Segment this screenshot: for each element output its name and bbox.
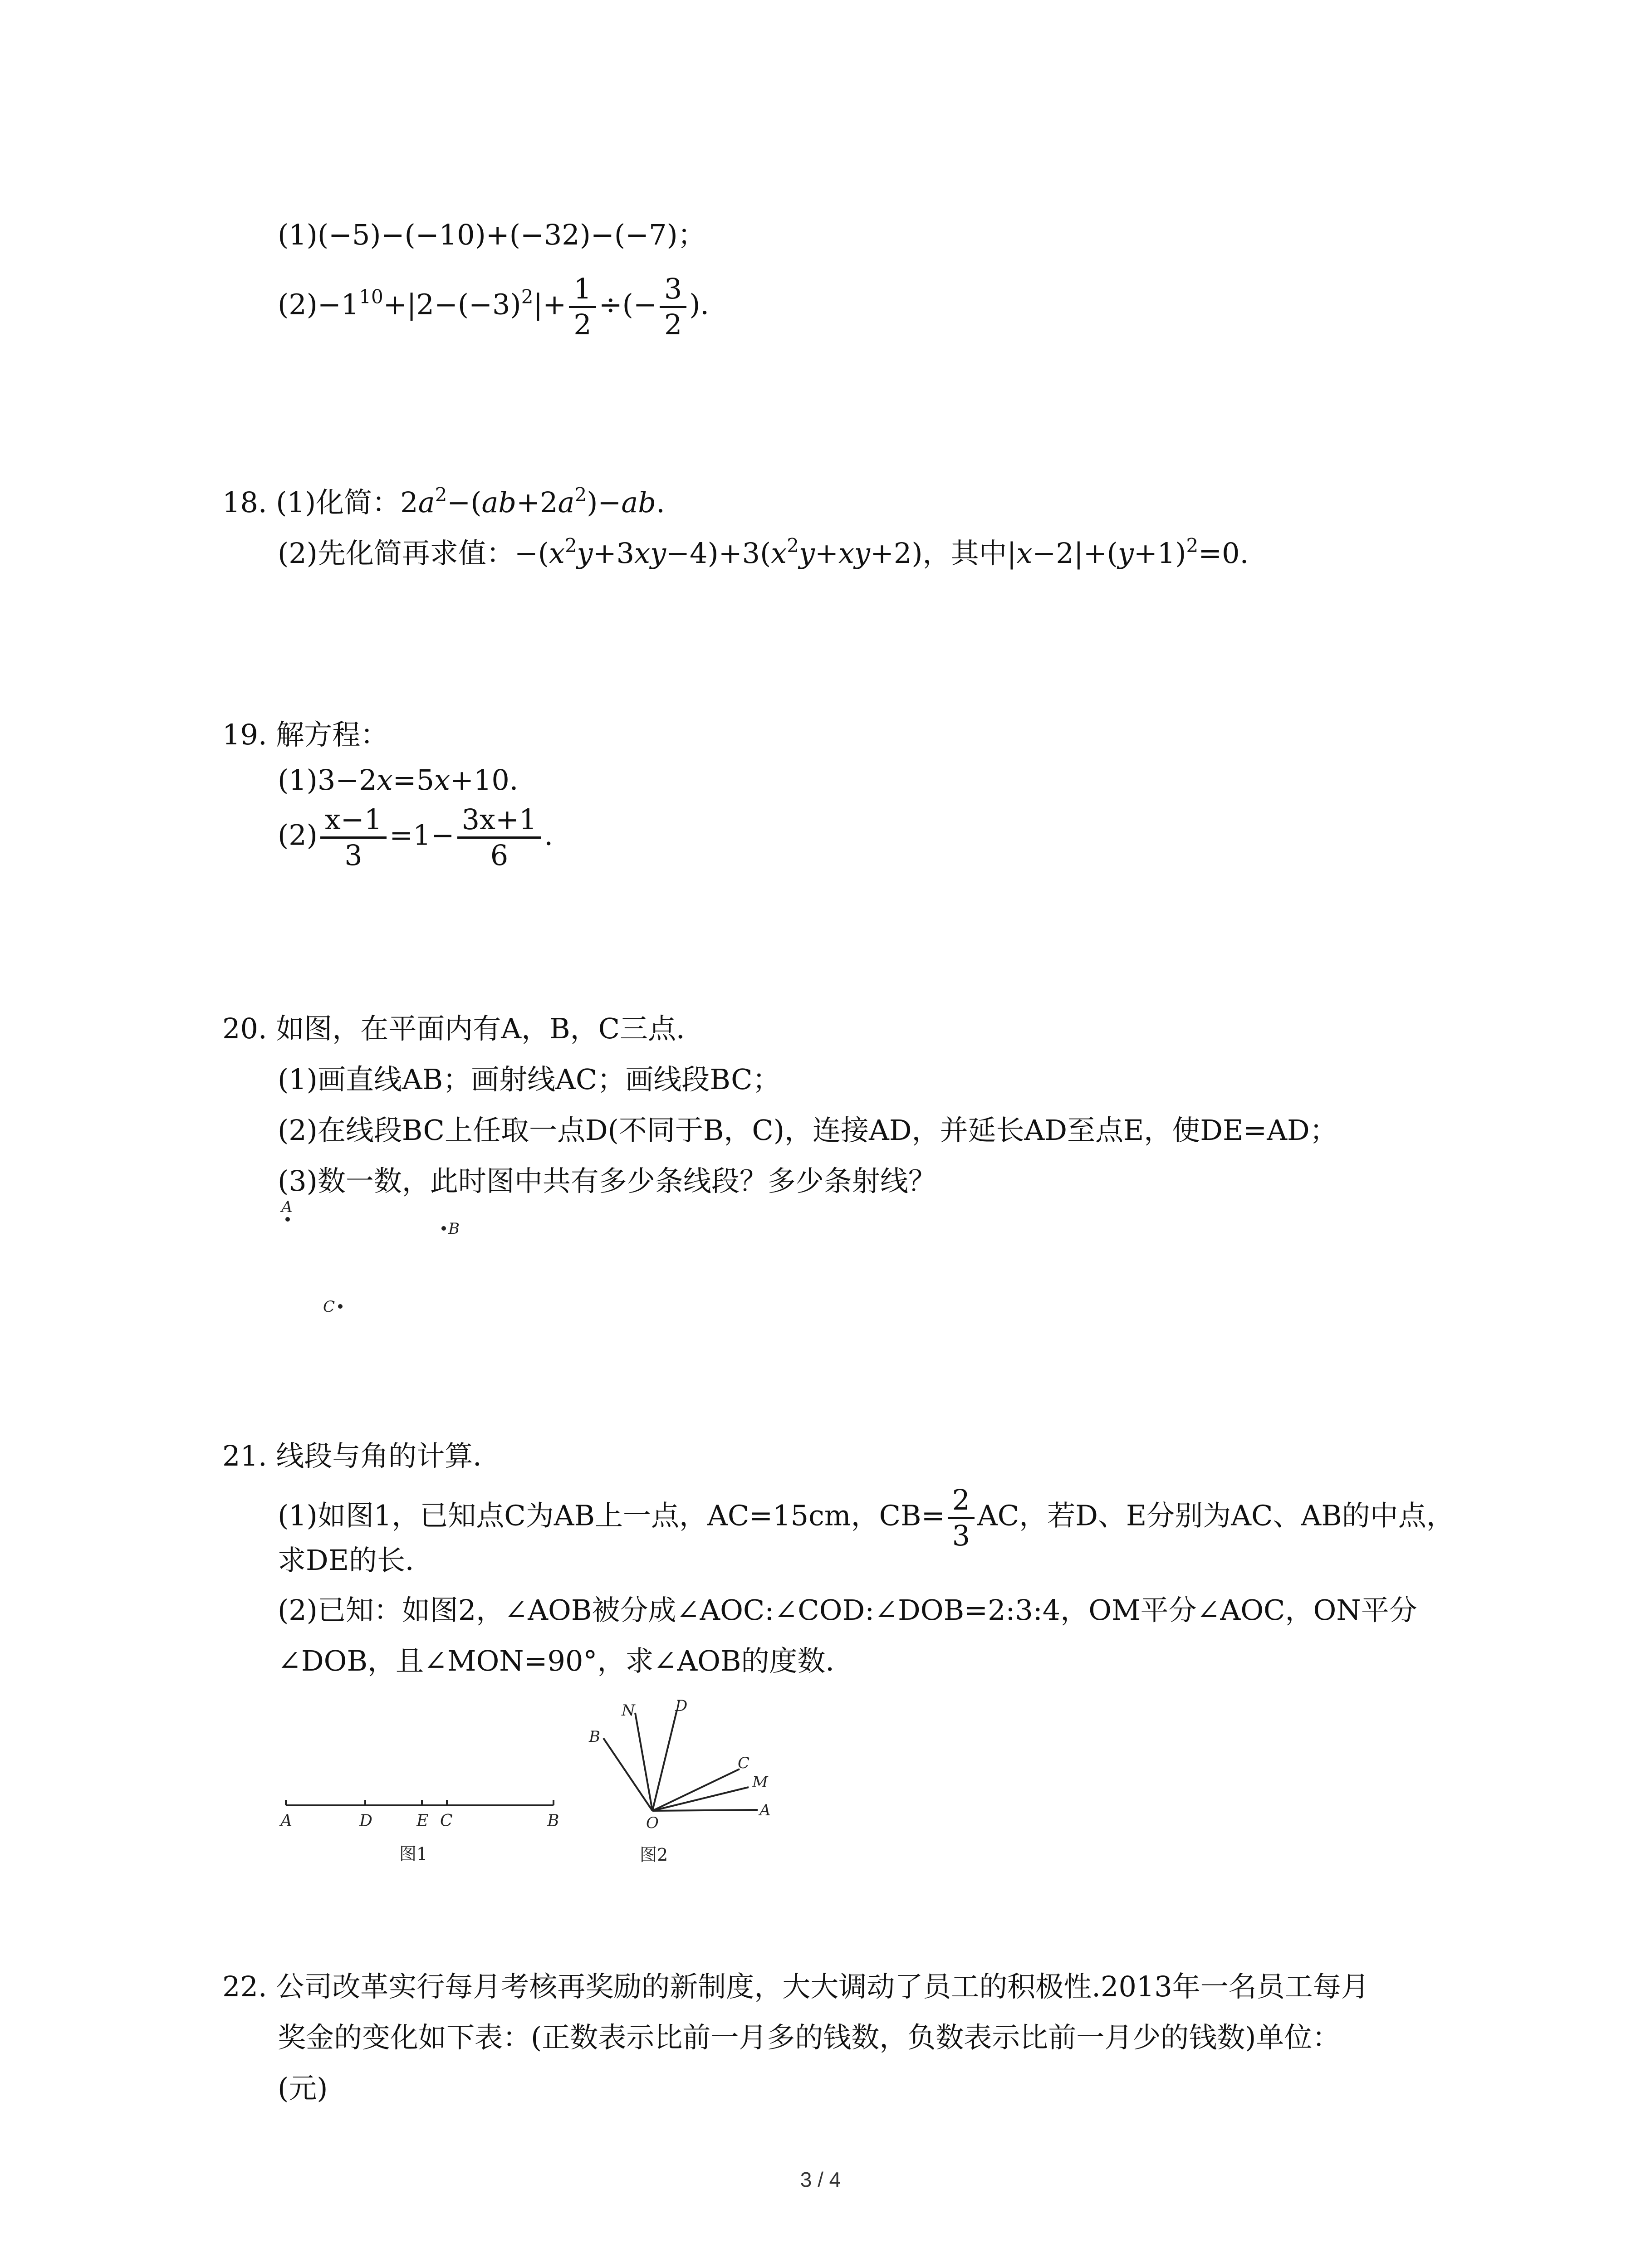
- fraction-three-halves: $\frac{3}{2}$: [660, 272, 686, 342]
- fig1-label-d: D: [359, 1812, 372, 1830]
- q17-part2: $(2)-1^{10}+|2-(-3)^2|+$ $\frac{1}{2}$ ÷(− $\frac{3}{2}$ )．: [278, 272, 729, 341]
- q21-part2-line1: (2)已知：如图2，∠AOB被分成∠AOC:∠COD:∠DOB=2:3:4，OM平分∠AOC，ON平分: [278, 1593, 1417, 1627]
- fig2-label-c: C: [738, 1754, 750, 1772]
- fig2-label-a: A: [759, 1801, 771, 1819]
- q20-title: 20. 如图，在平面内有A，B，C三点．: [222, 1012, 705, 1045]
- q20-points-figure: [272, 1188, 499, 1325]
- point-b-label: B: [448, 1220, 460, 1238]
- q18-part2: (2)先化简再求值：$-(x^2y+3xy-4)+3(x^2y+xy+2)$，其中$|x-2|+(y+1)^2=0$.: [278, 534, 1249, 570]
- fraction-x-minus-1-over-3: $\frac{x-1}{3}$: [320, 803, 387, 872]
- fig1-label-c: C: [440, 1812, 453, 1830]
- fig1-label-a: A: [280, 1812, 292, 1830]
- fraction-3x-plus-1-over-6: $\frac{3x+1}{6}$: [457, 803, 542, 872]
- q21-figure-1-segment: [272, 1769, 590, 1878]
- point-a-dot: [285, 1217, 290, 1222]
- q21-title: 21. 线段与角的计算．: [222, 1439, 501, 1472]
- q19-part2: (2) $\frac{x-1}{3}$ =1− $\frac{3x+1}{6}$ .: [278, 803, 554, 872]
- q19-title: 19. 解方程：: [222, 718, 389, 751]
- q18-part1: 18. (1)化简：$2a^2-(ab+2a^2)-ab$.: [222, 484, 665, 519]
- q19-part1: (1)3−2x=5x+10．: [278, 763, 538, 797]
- fig2-label-n: N: [622, 1701, 635, 1720]
- fig2-label-o: O: [646, 1814, 659, 1832]
- fig1-caption: 图1: [399, 1844, 428, 1864]
- fig2-label-m: M: [752, 1773, 768, 1791]
- point-b-dot: [441, 1226, 446, 1231]
- q22-line1: 22. 公司改革实行每月考核再奖励的新制度，大大调动了员工的积极性.2013年一名员工每月: [222, 1970, 1369, 2003]
- point-c-dot: [338, 1304, 343, 1309]
- page-number: 3 / 4: [800, 2168, 841, 2191]
- point-a-label: A: [281, 1198, 293, 1216]
- q22-line2: 奖金的变化如下表：(正数表示比前一月多的钱数，负数表示比前一月少的钱数)单位：: [278, 2021, 1341, 2054]
- q21-part1-line2: 求DE的长．: [278, 1544, 433, 1577]
- point-c-label: C: [323, 1298, 335, 1316]
- fig2-label-b: B: [589, 1728, 600, 1746]
- fig2-label-d: D: [675, 1697, 688, 1715]
- q21-part1-line1: (1)如图1，已知点C为AB上一点，AC=15cm，CB= $\frac{2}{3}$ AC，若D、E分别为AC、AB的中点，: [278, 1483, 1455, 1552]
- q20-part2: (2)在线段BC上任取一点D(不同于B，C)，连接AD，并延长AD至点E，使DE=AD；: [278, 1114, 1338, 1147]
- fig2-caption: 图2: [640, 1845, 668, 1865]
- fraction-one-half: $\frac{1}{2}$: [569, 272, 596, 342]
- q21-figure-2-angles: [572, 1696, 789, 1878]
- q22-line3: (元): [278, 2072, 328, 2105]
- q20-part1: (1)画直线AB；画射线AC；画线段BC；: [278, 1063, 781, 1096]
- fig1-label-e: E: [416, 1812, 429, 1830]
- q21-part2-line2: ∠DOB，且∠MON=90°，求∠AOB的度数．: [278, 1644, 854, 1677]
- fraction-two-thirds: $\frac{2}{3}$: [948, 1483, 975, 1553]
- q20-part3: (3)数一数，此时图中共有多少条线段？多少条射线？: [278, 1164, 936, 1198]
- q17-part1: (1)(−5)−(−10)+(−32)−(−7)；: [278, 218, 706, 251]
- fig1-label-b: B: [547, 1812, 559, 1830]
